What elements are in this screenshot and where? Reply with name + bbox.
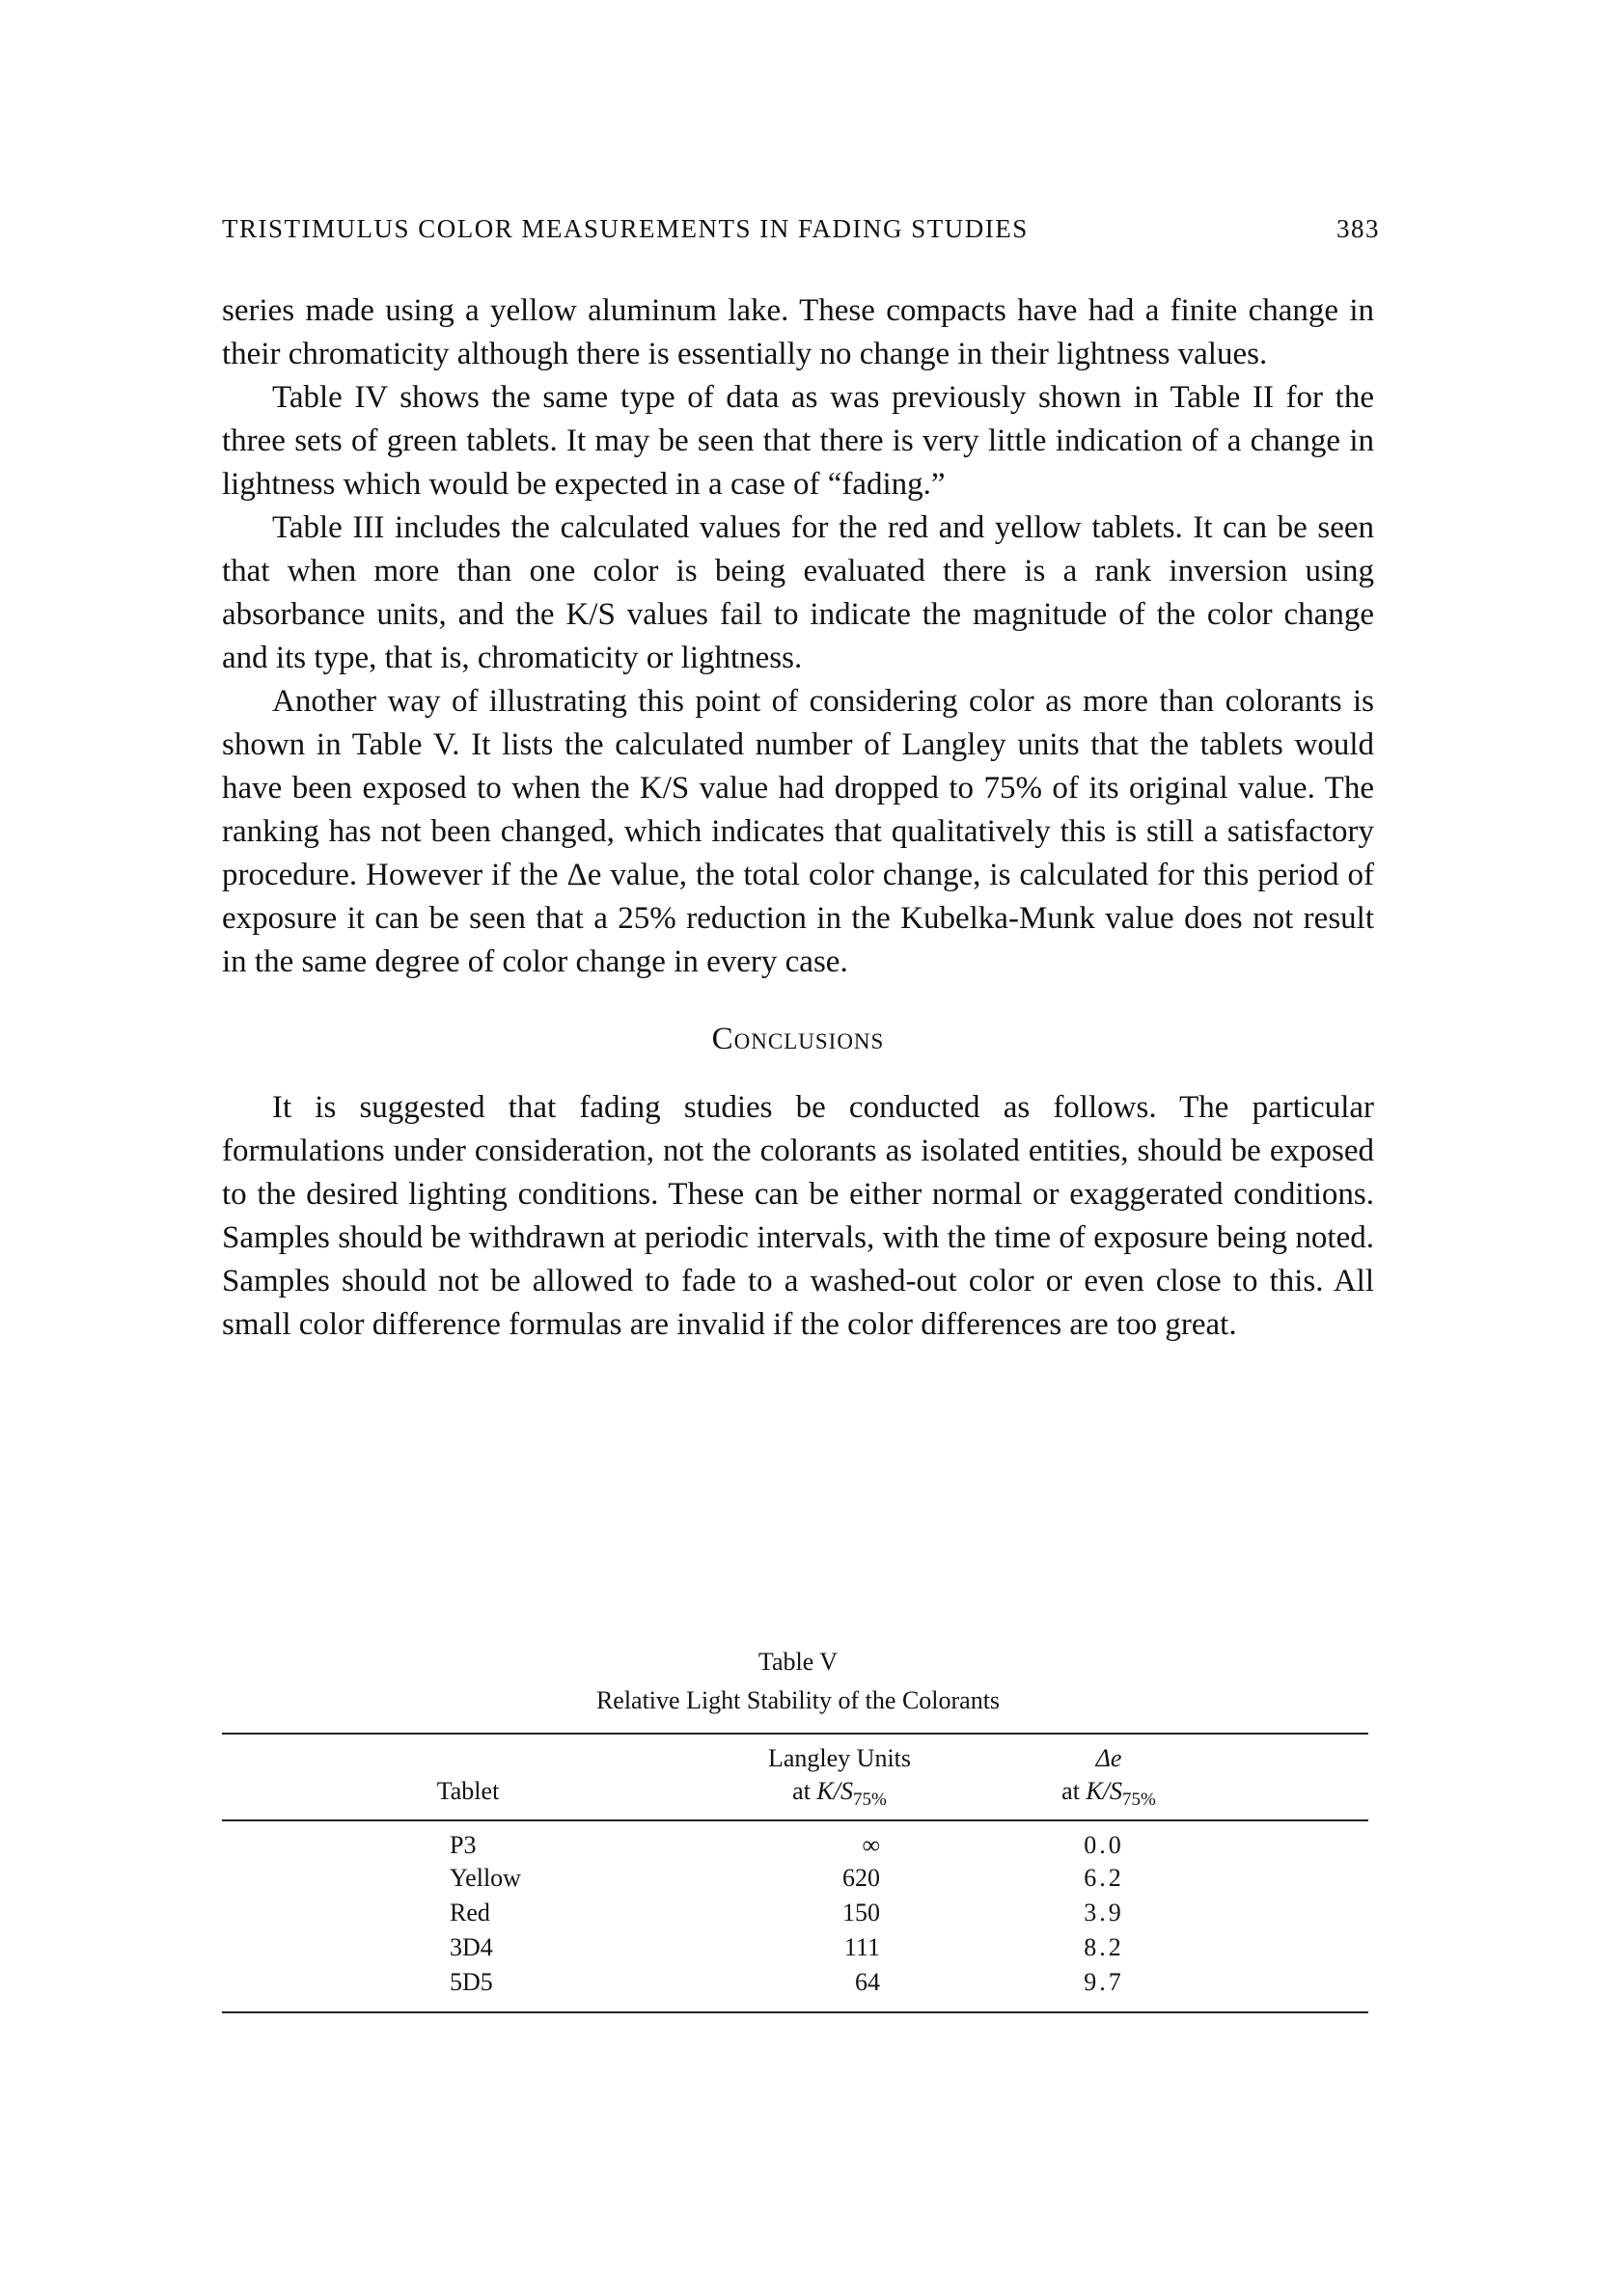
table-title: Relative Light Stability of the Colorants [595,1686,1001,1714]
table-cell-de: 6.2 [1084,1864,1124,1892]
table-cell-langley: 150 [842,1899,880,1927]
body-text [222,289,1374,1347]
col-header-langley [733,1742,946,1811]
table-top-rule [222,1733,1368,1735]
table-cell-langley: 64 [855,1968,880,1996]
col-header-langley-ks: K/S [816,1777,853,1805]
page-number: 383 [1336,214,1380,243]
col-header-langley-sub: 75% [853,1790,887,1810]
table-cell-tablet: 5D5 [450,1968,493,1996]
table-header-rule [222,1819,1368,1821]
col-header-de-prefix: at [1061,1777,1087,1805]
paragraph-3: Table III includes the calculated values for the red and yellow tablets. It can be seen that when more than one color is being evaluated there is a rank inversion using absorbance units, and the K/S values fail to indicate the magnitude of the color change and its type, that is, chromaticity or lightness. [222,510,1374,675]
section-heading-conclusions: Conclusions [711,1022,885,1056]
conclusion-paragraph: It is suggested that fading studies be conducted as follows. The particular formulations under consideration, not the colorants as isolated entities, should be exposed to the desired lighting conditions. These can be either normal or exaggerated conditions. Samples should be withdrawn at periodic intervals, with the time of exposure being noted. Samples should not be allowed to fade to a washed-out color or even close to this. All small color difference formulas are invalid if the color differences are too great. [222,1090,1374,1342]
table-cell-tablet: Yellow [450,1864,521,1892]
table-bottom-rule [222,2011,1368,2013]
col-header-de-line1 [1027,1742,1191,1775]
col-header-de-sub: 75% [1122,1790,1156,1810]
table-cell-de: 9.7 [1084,1968,1124,1996]
table-cell-de: 3.9 [1084,1899,1124,1927]
paragraph-4: Another way of illustrating this point of considering color as more than colorants is shown in Table V. It lists the calculated number of Langley units that the tablets would have been exposed to when the K/S value had dropped to 75% of its original value. The ranking has not been changed, which indicates that qualitatively this is still a satisfactory procedure. However if the Δe value, the total color change, is calculated for this period of exposure it can be seen that a 25% reduction in the Kubelka-Munk value does not result in the same degree of color change in every case. [222,684,1374,979]
table-cell-tablet: P3 [450,1831,477,1859]
col-header-de-symbol: Δe [1095,1744,1122,1772]
table-cell-tablet: Red [450,1899,490,1927]
col-header-de-ks: K/S [1086,1777,1122,1805]
col-header-langley-line1: Langley Units [767,1744,912,1772]
col-header-tablet [405,1775,531,1808]
table-cell-de: 8.2 [1084,1933,1124,1961]
table-cell-tablet: 3D4 [450,1933,493,1961]
col-header-tablet-text: Tablet [436,1777,500,1805]
col-header-langley-line2 [733,1775,946,1811]
table-cell-langley: ∞ [862,1831,880,1859]
paragraph-2: Table IV shows the same type of data as was previously shown in Table II for the three sets of green tablets. It may be seen that there is very little indication of a change in lightness which would be expected in a case of “fading.” [222,380,1374,502]
col-header-de-line2 [1027,1775,1191,1811]
table-cell-de: 0.0 [1084,1831,1124,1859]
table-number: Table V [757,1648,839,1676]
running-title: TRISTIMULUS COLOR MEASUREMENTS IN FADING STUDIES [222,214,1029,243]
table-cell-langley: 620 [842,1864,880,1892]
running-header [222,214,1380,244]
col-header-langley-prefix: at [792,1777,817,1805]
paragraph-1: series made using a yellow aluminum lake. These compacts have had a finite change in their chromaticity although there is essentially no change in their lightness values. [222,293,1374,371]
col-header-de [1027,1742,1191,1811]
table-cell-langley: 111 [843,1933,880,1961]
